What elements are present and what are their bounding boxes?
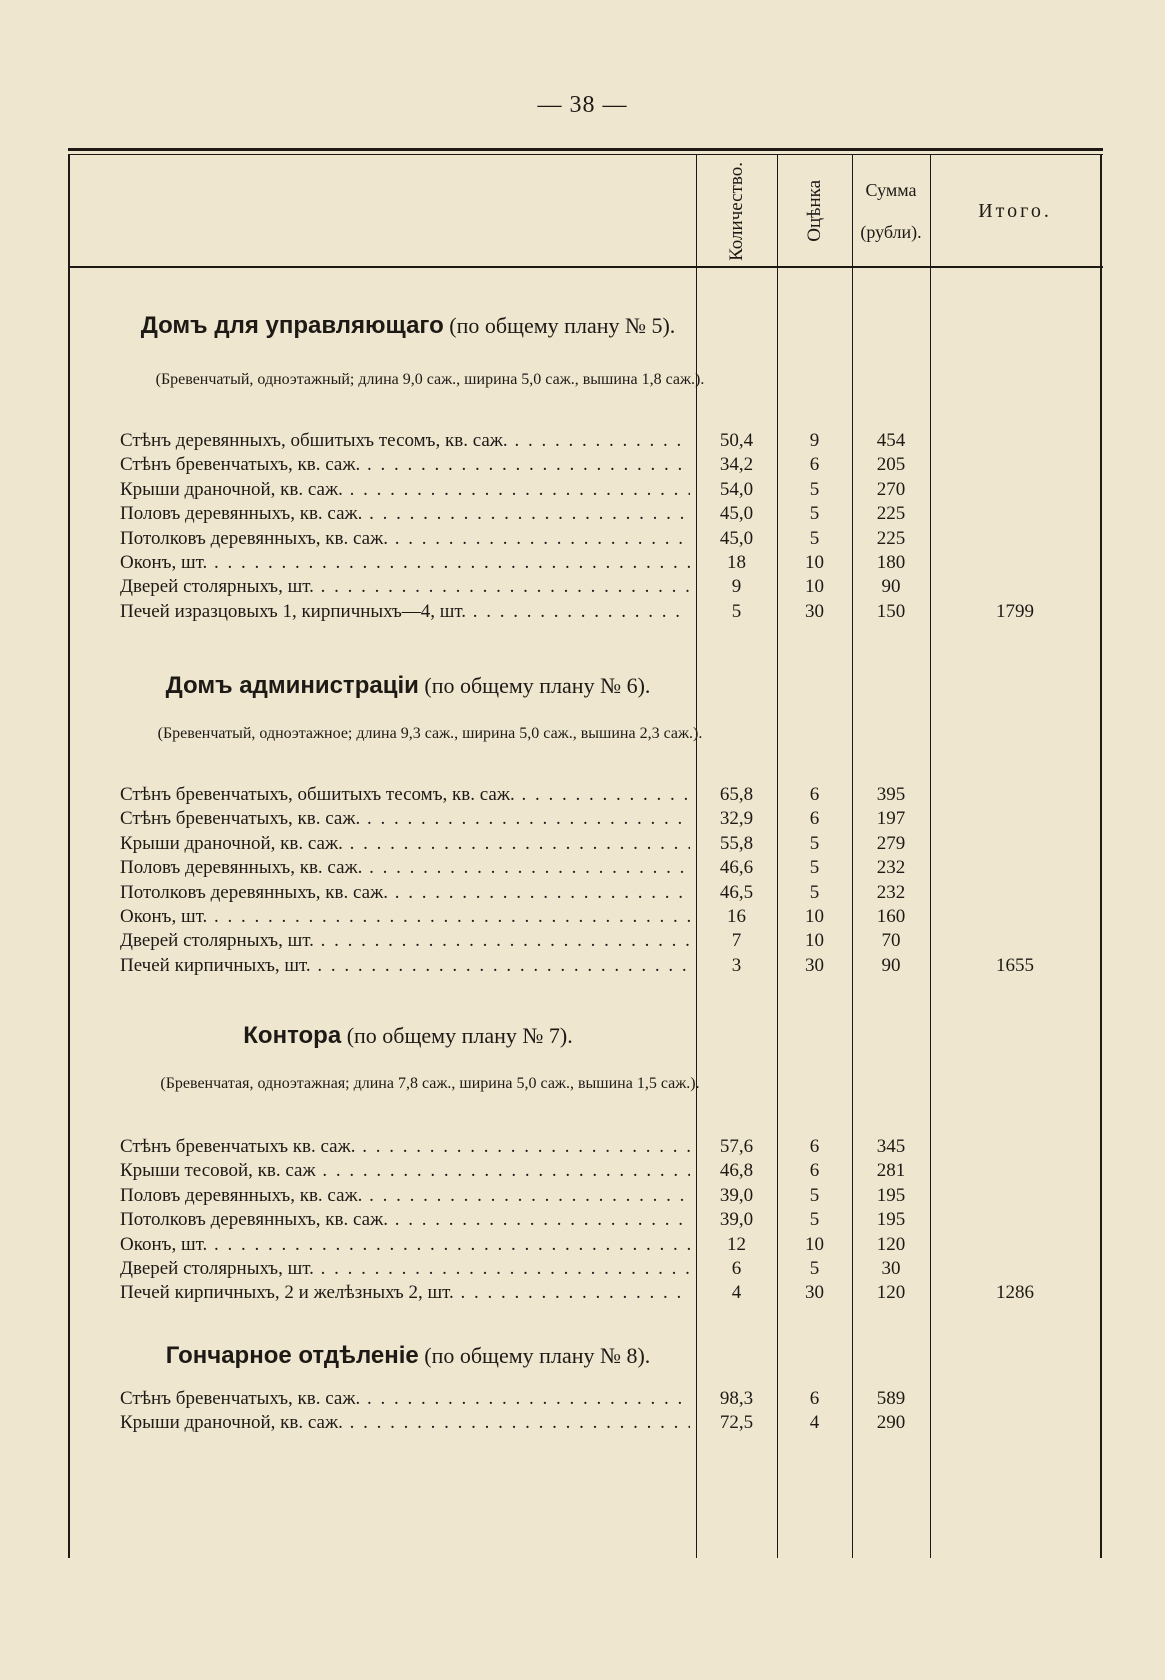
row-grade: 5 — [809, 1258, 820, 1279]
table-row — [68, 906, 1103, 932]
row-grade: 6 — [809, 784, 820, 805]
row-sum: 454 — [876, 430, 906, 451]
row-label: Дверей столярныхъ, шт. . . . — [120, 1258, 690, 1280]
row-grade: 9 — [809, 430, 820, 451]
table-row — [68, 1412, 1103, 1438]
table-row — [68, 1258, 1103, 1284]
row-label: Дверей столярныхъ, шт. . . . — [120, 576, 690, 598]
row-label: Стѣнъ бревенчатыхъ, обшитыхъ тесомъ, кв. саж. . . . — [120, 784, 690, 806]
section-note: (Бревенчатый, одноэтажный; длина 9,0 саж., ширина 5,0 саж., вышина 1,8 саж.). — [155, 371, 705, 388]
row-quantity: 72,5 — [719, 1412, 754, 1434]
row-quantity: 16 — [727, 906, 746, 927]
row-grade: 30 — [805, 954, 824, 976]
row-sum: 120 — [876, 1233, 906, 1255]
row-quantity: 46,5 — [719, 881, 754, 903]
row-sum: 281 — [876, 1160, 906, 1182]
table-row — [68, 1136, 1103, 1162]
row-grade: 10 — [805, 1233, 824, 1255]
row-sum: 225 — [876, 527, 906, 549]
row-label: Крыши драночной, кв. саж. . . . — [120, 479, 690, 501]
row-grade: 10 — [805, 552, 824, 573]
row-sum: 232 — [876, 881, 906, 903]
row-quantity: 3 — [731, 954, 742, 976]
row-grade: 5 — [809, 527, 820, 549]
row-quantity: 5 — [731, 600, 742, 622]
row-total: 1286 — [996, 1282, 1034, 1304]
row-sum: 195 — [876, 1184, 906, 1206]
row-grade: 10 — [805, 930, 824, 952]
row-grade: 6 — [809, 454, 820, 476]
section-title-main: Гончарное отдѣленіе — [165, 1342, 419, 1369]
table-row — [68, 601, 1103, 627]
row-quantity: 57,6 — [719, 1136, 754, 1157]
row-grade: 5 — [809, 1184, 820, 1206]
row-grade: 6 — [809, 1388, 820, 1409]
page-number: — 38 — — [537, 92, 628, 118]
row-quantity: 39,0 — [719, 1184, 754, 1206]
row-label: Оконъ, шт. . . . — [120, 906, 690, 928]
row-label: Печей изразцовыхъ 1, кирпичныхъ—4, шт. . . . — [120, 601, 690, 623]
row-sum: 90 — [881, 954, 901, 976]
row-grade: 6 — [809, 1136, 820, 1157]
table-row — [68, 1282, 1103, 1308]
row-label: Потолковъ деревянныхъ, кв. саж. . . . — [120, 528, 690, 550]
row-grade: 5 — [809, 1209, 820, 1231]
table-row — [68, 479, 1103, 505]
row-grade: 6 — [809, 1160, 820, 1182]
row-grade: 5 — [809, 881, 820, 903]
row-quantity: 54,0 — [719, 478, 754, 500]
table-row — [68, 882, 1103, 908]
header-sum-line2: (рубли). — [860, 222, 922, 242]
row-quantity: 55,8 — [719, 832, 754, 854]
row-label: Крыши драночной, кв. саж. . . . — [120, 833, 690, 855]
row-label: Стѣнъ бревенчатыхъ, кв. саж. . . . — [120, 808, 690, 830]
row-label: Половъ деревянныхъ, кв. саж. . . . — [120, 857, 690, 879]
row-label: Печей кирпичныхъ, 2 и желѣзныхъ 2, шт. . . . — [120, 1282, 690, 1304]
row-sum: 70 — [881, 930, 901, 952]
row-total: 1655 — [996, 954, 1034, 976]
row-quantity: 4 — [731, 1282, 742, 1304]
section-title-suffix: (по общему плану № 7). — [341, 1023, 573, 1048]
row-sum: 232 — [876, 857, 906, 879]
table-row — [68, 528, 1103, 554]
row-sum: 195 — [876, 1209, 906, 1231]
section-title — [68, 312, 748, 340]
row-label: Крыши тесовой, кв. саж . . . — [120, 1160, 690, 1182]
section-title-suffix: (по общему плану № 8). — [418, 1343, 651, 1368]
row-quantity: 65,8 — [719, 784, 754, 805]
row-quantity: 98,3 — [719, 1388, 754, 1409]
section-title-main: Домъ администраціи — [165, 672, 419, 699]
table-row — [68, 503, 1103, 529]
row-label: Стѣнъ бревенчатыхъ, кв. саж. . . . — [120, 454, 690, 476]
row-sum: 30 — [881, 1258, 901, 1279]
row-label: Печей кирпичныхъ, шт. . . . — [120, 955, 690, 977]
row-quantity: 12 — [727, 1233, 746, 1255]
row-quantity: 45,0 — [719, 527, 754, 549]
row-sum: 279 — [876, 832, 906, 854]
row-label: Половъ деревянныхъ, кв. саж. . . . — [120, 1185, 690, 1207]
section-note: (Бревенчатая, одноэтажная; длина 7,8 саж., ширина 5,0 саж., вышина 1,5 саж.). — [160, 1075, 700, 1092]
row-label: Крыши драночной, кв. саж. . . . — [120, 1412, 690, 1434]
table-row — [68, 930, 1103, 956]
section-title-main: Домъ для управляющаго — [140, 312, 444, 339]
row-grade: 5 — [809, 503, 820, 525]
row-sum: 160 — [876, 906, 906, 927]
row-sum: 180 — [876, 552, 906, 573]
row-grade: 5 — [809, 832, 820, 854]
row-label: Дверей столярныхъ, шт. . . . — [120, 930, 690, 952]
row-label: Оконъ, шт. . . . — [120, 1234, 690, 1256]
row-grade: 10 — [805, 576, 824, 598]
row-label: Потолковъ деревянныхъ, кв. саж. . . . — [120, 1209, 690, 1231]
table-row — [68, 576, 1103, 602]
table-row — [68, 808, 1103, 834]
row-quantity: 45,0 — [719, 503, 754, 525]
header-qty-label: Количество. — [725, 161, 747, 261]
table-row — [68, 955, 1103, 981]
row-quantity: 46,6 — [719, 857, 754, 879]
table-row — [68, 833, 1103, 859]
row-label: Стѣнъ деревянныхъ, обшитыхъ тесомъ, кв. саж. . . . — [120, 430, 690, 452]
row-sum: 589 — [876, 1388, 906, 1409]
row-sum: 345 — [876, 1136, 906, 1157]
row-label: Потолковъ деревянныхъ, кв. саж. . . . — [120, 882, 690, 904]
table-row — [68, 454, 1103, 480]
row-quantity: 34,2 — [719, 454, 754, 476]
row-sum: 270 — [876, 478, 906, 500]
row-grade: 5 — [809, 857, 820, 879]
header-grade-label: Оцѣнка — [803, 180, 825, 242]
table-row — [68, 1209, 1103, 1235]
row-sum: 290 — [876, 1412, 906, 1434]
row-grade: 10 — [805, 906, 824, 927]
section-note: (Бревенчатый, одноэтажное; длина 9,3 саж., ширина 5,0 саж., вышина 2,3 саж.). — [157, 725, 703, 742]
row-label: Оконъ, шт. . . . — [120, 552, 690, 574]
row-quantity: 9 — [731, 576, 742, 598]
row-quantity: 50,4 — [719, 430, 754, 451]
section-title — [68, 672, 748, 700]
row-label: Стѣнъ бревенчатыхъ кв. саж. . . . — [120, 1136, 690, 1158]
row-sum: 150 — [876, 600, 906, 622]
row-total: 1799 — [996, 600, 1034, 622]
row-sum: 90 — [881, 576, 901, 598]
row-quantity: 39,0 — [719, 1209, 754, 1231]
header-sum-line1: Сумма — [865, 180, 917, 200]
section-title — [68, 1342, 748, 1370]
row-quantity: 46,8 — [719, 1160, 754, 1182]
section-title-suffix: (по общему плану № 5). — [443, 313, 676, 338]
row-grade: 5 — [809, 478, 820, 500]
row-quantity: 6 — [731, 1258, 742, 1279]
row-sum: 120 — [876, 1282, 906, 1304]
table-row — [68, 1388, 1103, 1414]
row-quantity: 7 — [731, 930, 742, 952]
row-quantity: 32,9 — [719, 808, 754, 830]
row-sum: 205 — [876, 454, 906, 476]
table-row — [68, 552, 1103, 578]
section-title — [68, 1022, 748, 1050]
table-row — [68, 430, 1103, 456]
row-grade: 30 — [805, 1282, 824, 1304]
section-title-main: Контора — [243, 1022, 342, 1049]
section-title-suffix: (по общему плану № 6). — [418, 673, 651, 698]
row-sum: 225 — [876, 503, 906, 525]
table-row — [68, 1185, 1103, 1211]
row-sum: 197 — [876, 808, 906, 830]
table-row — [68, 1160, 1103, 1186]
row-sum: 395 — [876, 784, 906, 805]
row-grade: 30 — [805, 600, 824, 622]
row-quantity: 18 — [727, 552, 746, 573]
table-row — [68, 857, 1103, 883]
row-grade: 4 — [809, 1412, 820, 1434]
header-total-label: Итого. — [978, 199, 1052, 222]
table-row — [68, 1234, 1103, 1260]
table-row — [68, 784, 1103, 810]
row-grade: 6 — [809, 808, 820, 830]
row-label: Половъ деревянныхъ, кв. саж. . . . — [120, 503, 690, 525]
table-body — [68, 0, 1103, 1680]
row-label: Стѣнъ бревенчатыхъ, кв. саж. . . . — [120, 1388, 690, 1410]
